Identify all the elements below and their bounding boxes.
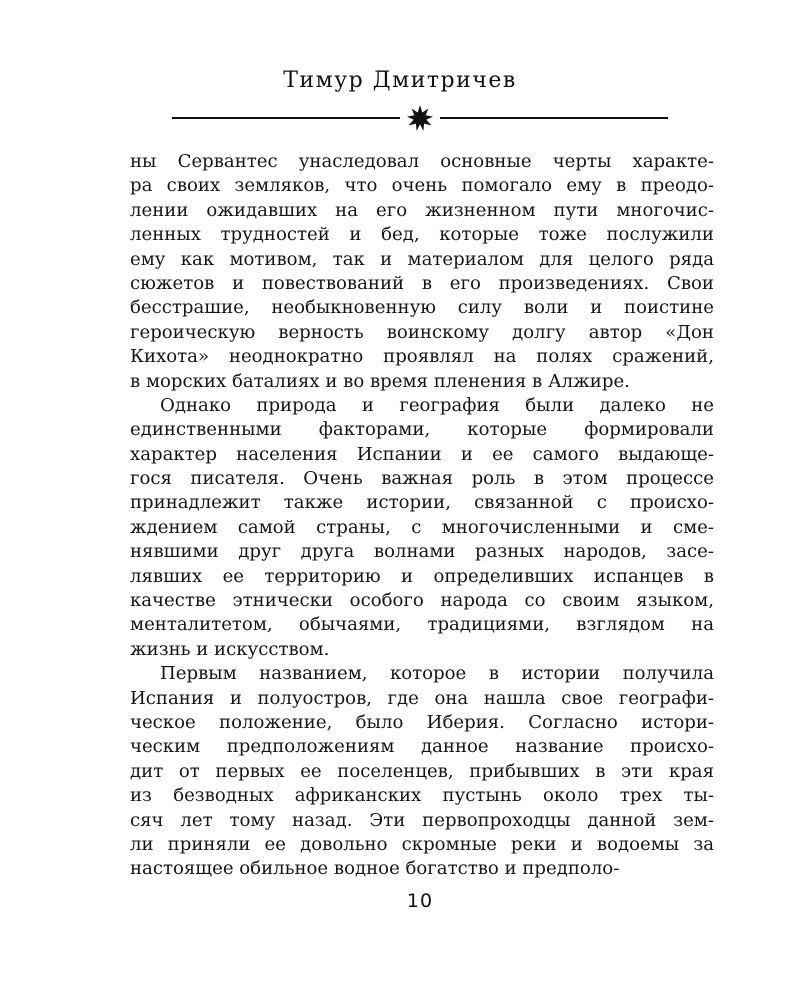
- text-line: ждением самой страны, с многочисленными и сме-: [130, 516, 714, 538]
- text-line: сюжетов и повествований в его произведениях. Свои: [130, 272, 714, 294]
- text-line: нявшими друг друга волнами разных народов, засе-: [130, 541, 714, 563]
- running-header-title: Тимур Дмитричев: [283, 68, 517, 93]
- text-line: в морских баталиях и во время пленения в Алжире.: [130, 370, 630, 392]
- text-line: из безводных африканских пустынь около трех ты-: [130, 785, 714, 807]
- text-line: лявших ее территорию и определивших испанцев в: [130, 565, 714, 587]
- text-line: ленных трудностей и бед, которые тоже послужили: [130, 224, 714, 246]
- body-text: [130, 150, 714, 882]
- paragraph: [130, 662, 714, 882]
- text-line: героическую верность воинскому долгу автор «Дон: [130, 321, 714, 343]
- text-line: менталитетом, обычаями, традициями, взглядом на: [130, 614, 714, 636]
- text-line: настоящее обильное водное богатство и предполо-: [130, 858, 620, 880]
- header-ornament-rule: [172, 104, 668, 132]
- text-line: бесстрашие, необыкновенную силу воли и поистине: [130, 297, 714, 319]
- text-line: сяч лет тому назад. Эти первопроходцы данной зем-: [130, 809, 714, 831]
- text-line: Испания и полуостров, где она нашла свое географи-: [130, 687, 714, 709]
- header-rule-right: [440, 117, 668, 119]
- text-line: лении ожидавших на его жизненном пути многочис-: [130, 199, 714, 221]
- text-line: Кихота» неоднократно проявлял на полях сражений,: [130, 346, 714, 368]
- text-line: принадлежит также истории, связанной с происхо-: [130, 492, 714, 514]
- page-number: 10: [406, 890, 434, 912]
- text-line: ли приняли ее довольно скромные реки и водоемы за: [130, 833, 714, 855]
- text-line: единственными факторами, которые формировали: [130, 419, 714, 441]
- header-rule-left: [172, 117, 400, 119]
- text-line: Первым названием, которое в истории получила: [160, 663, 714, 685]
- paragraph: [130, 150, 714, 394]
- text-line: ческим предположениям данное название происхо-: [130, 736, 714, 758]
- text-line: ра своих земляков, что очень помогало ему в преодо-: [130, 175, 714, 197]
- text-line: ны Сервантес унаследовал основные черты характе-: [130, 151, 714, 172]
- text-line: ему как мотивом, так и материалом для целого ряда: [130, 248, 714, 270]
- text-line: гося писателя. Очень важная роль в этом процессе: [130, 468, 714, 490]
- text-line: качестве этнически особого народа со своим языком,: [130, 590, 714, 612]
- text-line: Однако природа и география были далеко не: [160, 394, 714, 416]
- text-line: жизнь и искусством.: [130, 638, 330, 660]
- star-burst-icon: [402, 104, 438, 132]
- text-line: дит от первых ее поселенцев, прибывших в эти края: [130, 760, 714, 782]
- paragraph: [130, 394, 714, 662]
- text-line: ческое положение, было Иберия. Согласно истори-: [130, 711, 714, 733]
- text-line: характер населения Испании и ее самого выдающе-: [130, 443, 714, 465]
